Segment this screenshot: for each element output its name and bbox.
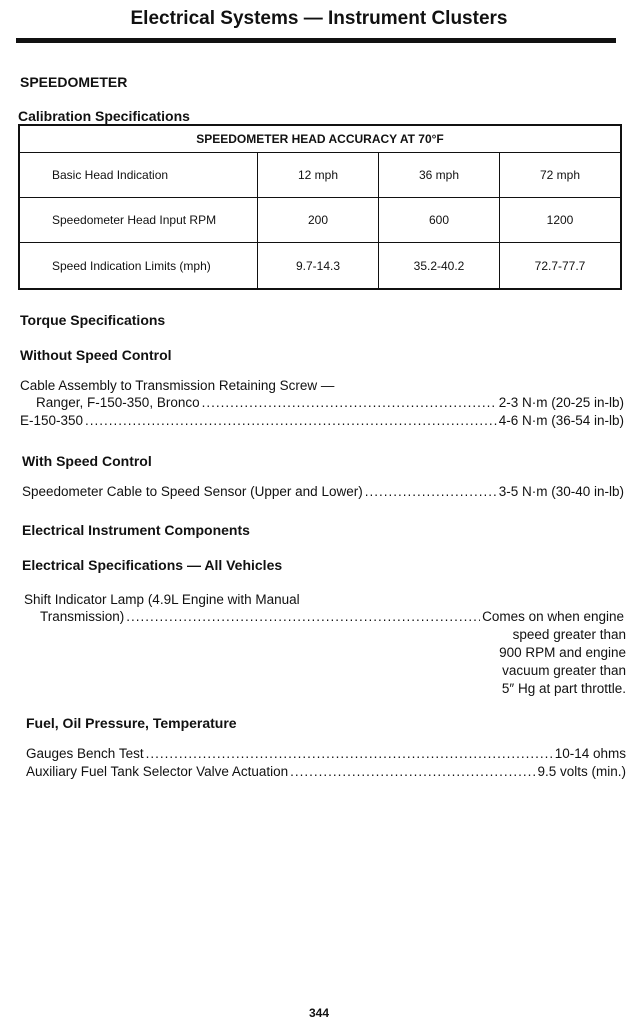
spec-label: E-150-350	[20, 413, 84, 428]
dot-leader	[202, 395, 497, 410]
dot-leader	[146, 746, 553, 761]
table-cell: 9.7-14.3	[258, 243, 379, 290]
fuel-heading: Fuel, Oil Pressure, Temperature	[26, 715, 237, 731]
gauges-bench-test-line	[26, 746, 626, 761]
table-row	[19, 153, 621, 198]
row-label: Speed Indication Limits (mph)	[19, 243, 258, 290]
shift-lamp-value-line: 5″ Hg at part throttle.	[501, 681, 626, 696]
dot-leader	[126, 609, 480, 624]
spec-label: Speedometer Cable to Speed Sensor (Upper and Lower)	[22, 484, 363, 499]
table-row	[19, 243, 621, 290]
spec-value: 3-5 N·m (30-40 in-lb)	[498, 484, 624, 499]
page-title: Electrical Systems — Instrument Clusters	[130, 8, 508, 29]
shift-lamp-value-line: vacuum greater than	[502, 663, 626, 678]
calibration-heading: Calibration Specifications	[18, 108, 190, 124]
cable-assembly-intro: Cable Assembly to Transmission Retaining Screw —	[20, 378, 335, 393]
spec-label: Gauges Bench Test	[26, 746, 144, 761]
table-cell: 200	[258, 198, 379, 243]
row-label: Basic Head Indication	[19, 153, 258, 198]
dot-leader	[365, 484, 497, 499]
page-number: 344	[308, 1006, 330, 1020]
table-cell: 36 mph	[379, 153, 500, 198]
title-rule	[16, 38, 616, 43]
table-cell: 35.2-40.2	[379, 243, 500, 290]
shift-lamp-label-line1: Shift Indicator Lamp (4.9L Engine with Manual	[24, 592, 300, 607]
table-cell: 600	[379, 198, 500, 243]
without-speed-control-heading: Without Speed Control	[20, 347, 172, 363]
electrical-components-heading: Electrical Instrument Components	[22, 522, 250, 538]
torque-heading: Torque Specifications	[20, 312, 166, 328]
table-cell: 72 mph	[500, 153, 622, 198]
spec-label: Transmission)	[40, 609, 125, 624]
dot-leader	[85, 413, 497, 428]
spec-label: Ranger, F-150-350, Bronco	[36, 395, 200, 410]
spec-value: 4-6 N·m (36-54 in-lb)	[498, 413, 624, 428]
selector-valve-line	[26, 764, 626, 779]
section-heading-speedometer: SPEEDOMETER	[20, 74, 128, 90]
table-caption-row	[19, 125, 621, 153]
spec-value: 2-3 N·m (20-25 in-lb)	[498, 395, 624, 410]
spec-value: 10-14 ohms	[554, 746, 626, 761]
spec-value: 9.5 volts (min.)	[537, 764, 626, 779]
row-label: Speedometer Head Input RPM	[19, 198, 258, 243]
torque-line-speed-sensor	[22, 484, 624, 499]
table-cell: 12 mph	[258, 153, 379, 198]
torque-line-e150	[20, 413, 624, 428]
electrical-specs-heading: Electrical Specifications — All Vehicles	[22, 557, 283, 573]
dot-leader	[290, 764, 535, 779]
with-speed-control-heading: With Speed Control	[22, 453, 152, 469]
table-row	[19, 198, 621, 243]
table-cell: 1200	[500, 198, 622, 243]
shift-lamp-line	[40, 609, 624, 624]
calibration-table	[18, 124, 622, 290]
table-caption: SPEEDOMETER HEAD ACCURACY AT 70°F	[19, 125, 621, 153]
torque-line-ranger	[36, 395, 624, 410]
spec-value: Comes on when engine	[482, 609, 624, 624]
shift-lamp-value-line: 900 RPM and engine	[499, 645, 626, 660]
shift-lamp-value-line: speed greater than	[512, 627, 626, 642]
spec-label: Auxiliary Fuel Tank Selector Valve Actuation	[26, 764, 289, 779]
table-cell: 72.7-77.7	[500, 243, 622, 290]
